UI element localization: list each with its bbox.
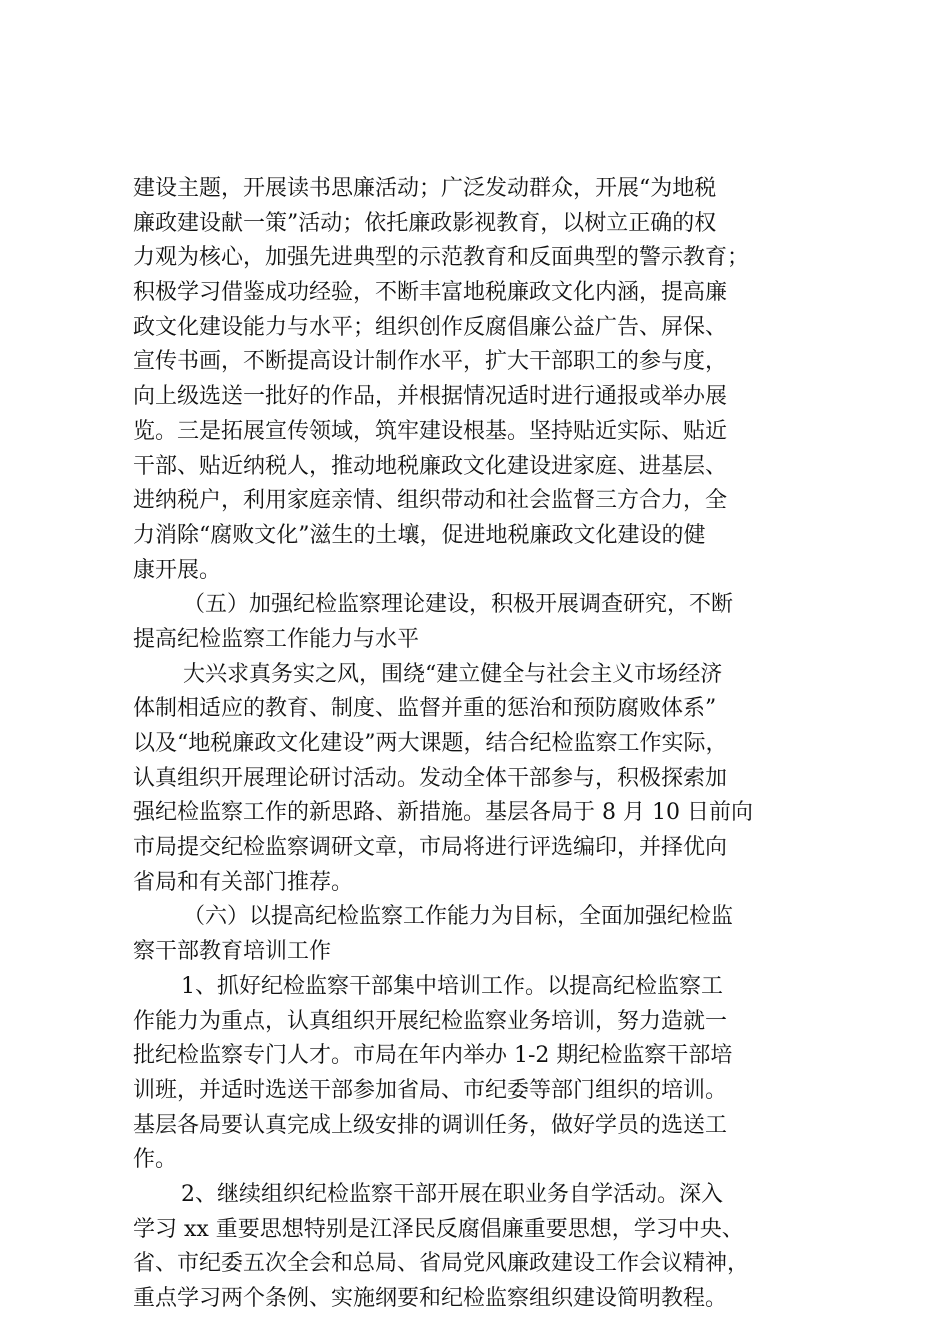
text-line: 政文化建设能力与水平；组织创作反腐倡廉公益广告、屏保、 — [133, 314, 728, 340]
text-line: 览。三是拓展宣传领域，筑牢建设根基。坚持贴近实际、贴近 — [133, 418, 728, 444]
paragraph-start: 2、继续组织纪检监察干部开展在职业务自学活动。深入 — [181, 1181, 723, 1207]
text-line: 积极学习借鉴成功经验，不断丰富地税廉政文化内涵，提高廉 — [133, 280, 728, 306]
section-heading-6: （六）以提高纪检监察工作能力为目标，全面加强纪检监 — [183, 904, 734, 930]
paragraph-start: 大兴求真务实之风，围绕“建立健全与社会主义市场经济 — [183, 661, 723, 687]
text-line: 康开展。 — [133, 557, 222, 583]
text-line: 作能力为重点，认真组织开展纪检监察业务培训，努力造就一 — [133, 1008, 728, 1034]
text-line: 认真组织开展理论研讨活动。发动全体干部参与，积极探索加 — [133, 765, 728, 791]
text-line: 训班，并适时选送干部参加省局、市纪委等部门组织的培训。 — [133, 1077, 728, 1103]
text-line: 力消除“腐败文化”滋生的土壤，促进地税廉政文化建设的健 — [133, 522, 706, 548]
text-line: 市局提交纪检监察调研文章，市局将进行评选编印，并择优向 — [133, 835, 728, 861]
text-line: 重点学习两个条例、实施纲要和纪检监察组织建设简明教程。 — [133, 1286, 728, 1311]
paragraph-start: 1、抓好纪检监察干部集中培训工作。以提高纪检监察工 — [181, 973, 723, 999]
text-line: 省局和有关部门推荐。 — [133, 869, 354, 895]
text-line: 批纪检监察专门人才。市局在年内举办 1-2 期纪检监察干部培 — [133, 1043, 733, 1069]
text-line: 向上级选送一批好的作品，并根据情况适时进行通报或举办展 — [133, 384, 728, 410]
text-line: 力观为核心，加强先进典型的示范教育和反面典型的警示教育； — [133, 245, 750, 271]
section-heading-5: （五）加强纪检监察理论建设，积极开展调查研究，不断 — [183, 592, 734, 618]
text-line: 体制相适应的教育、制度、监督并重的惩治和预防腐败体系” — [133, 696, 717, 722]
body-text — [133, 172, 838, 1317]
text-line: 基层各局要认真完成上级安排的调训任务，做好学员的选送工 — [133, 1112, 728, 1138]
section-heading-5-cont: 提高纪检监察工作能力与水平 — [133, 626, 420, 652]
text-line: 以及“地税廉政文化建设”两大课题，结合纪检监察工作实际， — [133, 731, 728, 756]
text-line: 作。 — [133, 1147, 178, 1173]
text-line: 进纳税户，利用家庭亲情、组织带动和社会监督三方合力，全 — [133, 488, 728, 514]
text-line: 省、市纪委五次全会和总局、省局党风廉政建设工作会议精神， — [133, 1251, 750, 1277]
text-line: 建设主题，开展读书思廉活动；广泛发动群众，开展“为地税 — [133, 176, 717, 201]
text-line: 廉政建设献一策”活动；依托廉政影视教育，以树立正确的权 — [133, 210, 717, 236]
text-line: 强纪检监察工作的新思路、新措施。基层各局于 8 月 10 日前向 — [133, 800, 753, 826]
text-line: 学习 xx 重要思想特别是江泽民反腐倡廉重要思想，学习中央、 — [133, 1216, 744, 1242]
text-line: 宣传书画，不断提高设计制作水平，扩大干部职工的参与度， — [133, 349, 728, 375]
text-line: 干部、贴近纳税人，推动地税廉政文化建设进家庭、进基层、 — [133, 453, 728, 479]
section-heading-6-cont: 察干部教育培训工作 — [133, 939, 332, 965]
